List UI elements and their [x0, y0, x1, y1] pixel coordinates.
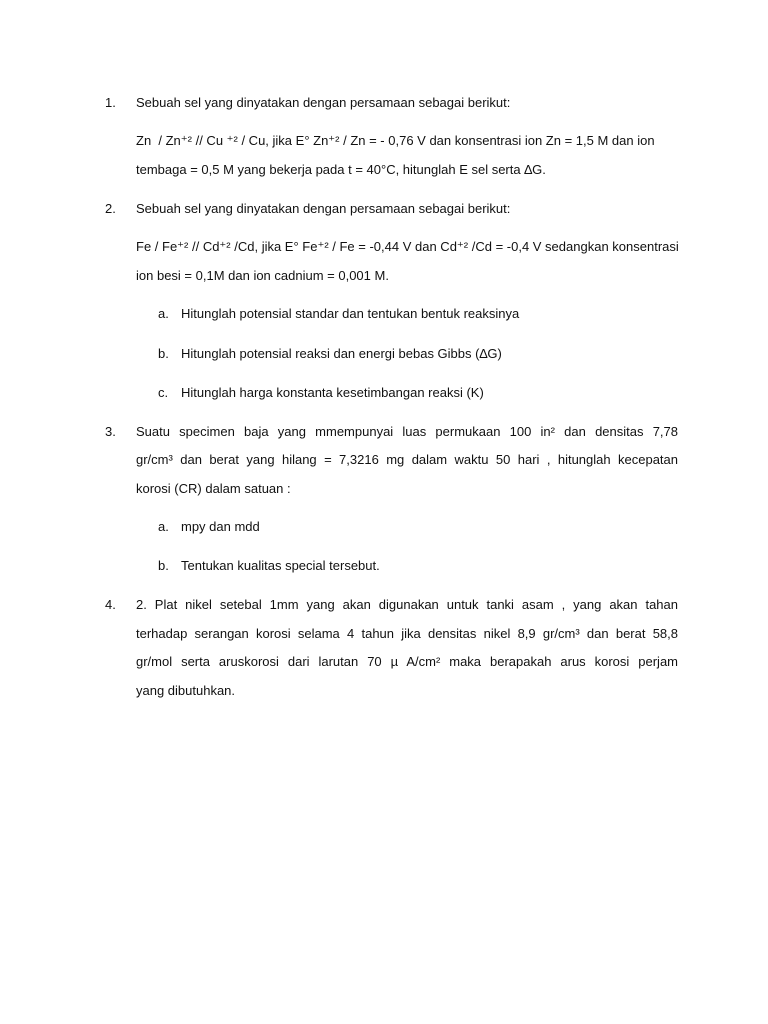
- q2-equation-line2: ion besi = 0,1M dan ion cadnium = 0,001 M.: [136, 268, 389, 283]
- q2-item-c-letter: c.: [158, 385, 169, 400]
- q3-item-b-text: Tentukan kualitas special tersebut.: [181, 558, 380, 573]
- q4-number: 4.: [105, 597, 116, 612]
- q2-intro: Sebuah sel yang dinyatakan dengan persamaan sebagai berikut:: [136, 201, 511, 216]
- q3-item-b-letter: b.: [158, 558, 169, 573]
- q2-item-b-letter: b.: [158, 346, 169, 361]
- q1-number: 1.: [105, 95, 116, 110]
- q3-line1: Suatu specimen baja yang mmempunyai luas permukaan 100 in² dan densitas 7,78: [136, 424, 678, 439]
- q1-equation-line2: tembaga = 0,5 M yang bekerja pada t = 40°C, hitunglah E sel serta ∆G.: [136, 162, 546, 177]
- q3-line2: gr/cm³ dan berat yang hilang = 7,3216 mg dalam waktu 50 hari , hitunglah kecepatan: [136, 452, 678, 467]
- q2-item-b-text: Hitunglah potensial reaksi dan energi bebas Gibbs (∆G): [181, 346, 502, 361]
- q1-intro: Sebuah sel yang dinyatakan dengan persamaan sebagai berikut:: [136, 95, 511, 110]
- q2-item-a-letter: a.: [158, 306, 169, 321]
- q2-item-a-text: Hitunglah potensial standar dan tentukan bentuk reaksinya: [181, 306, 520, 321]
- q3-line3: korosi (CR) dalam satuan :: [136, 481, 291, 496]
- q3-number: 3.: [105, 424, 116, 439]
- q4-line4: yang dibutuhkan.: [136, 683, 236, 698]
- q4-line2: terhadap serangan korosi selama 4 tahun jika densitas nikel 8,9 gr/cm³ dan berat 58,8: [136, 626, 678, 641]
- q3-item-a-letter: a.: [158, 519, 169, 534]
- q4-line3: gr/mol serta aruskorosi dari larutan 70 µ A/cm² maka berapakah arus korosi perjam: [136, 654, 678, 669]
- q2-equation-line1: Fe / Fe⁺² // Cd⁺² /Cd, jika E° Fe⁺² / Fe = -0,44 V dan Cd⁺² /Cd = -0,4 V sedangkan konsentrasi: [136, 239, 679, 254]
- q2-item-c-text: Hitunglah harga konstanta kesetimbangan reaksi (K): [181, 385, 484, 400]
- q1-equation-line1: Zn / Zn⁺² // Cu ⁺² / Cu, jika E° Zn⁺² / Zn = - 0,76 V dan konsentrasi ion Zn = 1,5 M dan ion: [136, 133, 655, 148]
- q4-line1: 2. Plat nikel setebal 1mm yang akan digunakan untuk tanki asam , yang akan tahan: [136, 597, 678, 612]
- q3-item-a-text: mpy dan mdd: [181, 519, 260, 534]
- q2-number: 2.: [105, 201, 116, 216]
